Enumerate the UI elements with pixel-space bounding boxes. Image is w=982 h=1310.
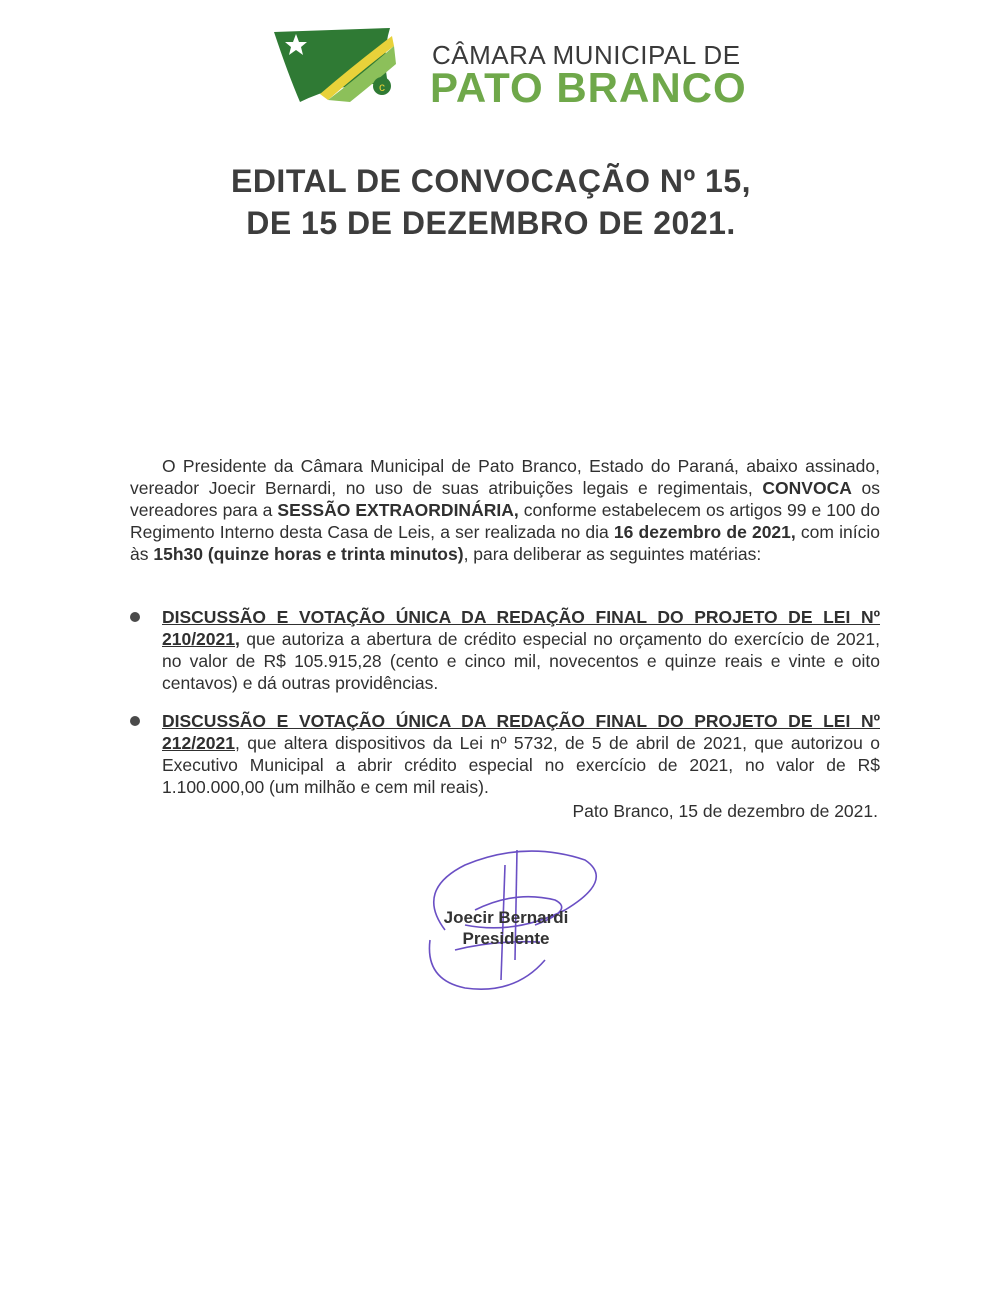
agenda-item: [130, 710, 880, 798]
agenda-list: [130, 606, 880, 814]
intro-text-2: os vereadores para a: [130, 478, 880, 520]
intro-text-3: conforme estabelecem os artigos 99 e 100 do Regimento Interno desta Casa de Leis, a ser realizada no dia: [130, 500, 880, 542]
agenda-item: [130, 606, 880, 694]
agenda-item-text: que autoriza a abertura de crédito especial no orçamento do exercício de 2021, no valor de R$ 105.915,28 (cento e cinco mil, novecentos e quinze reais e vinte e oito centavos) e dá outras providências.: [162, 629, 880, 693]
intro-bold-date: 16 dezembro de 2021,: [613, 522, 796, 542]
signer-name: Joecir Bernardi: [443, 908, 569, 927]
intro-bold-convoca: CONVOCA: [762, 478, 852, 498]
title-line1: EDITAL DE CONVOCAÇÃO Nº 15,: [230, 163, 752, 199]
title-line2: DE 15 DE DEZEMBRO DE 2021.: [246, 205, 736, 241]
org-name-line2: PATO BRANCO: [430, 64, 747, 111]
intro-text-4: com início às: [130, 522, 881, 564]
intro-text-5: , para deliberar as seguintes matérias:: [463, 544, 762, 564]
intro-text-1: O Presidente da Câmara Municipal de Pato Branco, Estado do Paraná, abaixo assinado, vereador Joecir Bernardi, no uso de suas atribuições legais e regimentais,: [130, 456, 880, 498]
letterhead: [270, 24, 747, 111]
place-date: Pato Branco, 15 de dezembro de 2021.: [572, 801, 878, 821]
signer-role: Presidente: [462, 929, 550, 948]
intro-bold-session: SESSÃO EXTRAORDINÁRIA,: [277, 500, 519, 520]
agenda-item-heading: DISCUSSÃO E VOTAÇÃO ÚNICA DA REDAÇÃO FINAL DO PROJETO DE LEI Nº 210/2021,: [162, 607, 880, 649]
agenda-item-text: , que altera dispositivos da Lei nº 5732, de 5 de abril de 2021, que autorizou o Executivo Municipal a abrir crédito especial no exercício de 2021, no valor de R$ 1.100.000,00 (um milhão e cem mil reais).: [162, 733, 880, 797]
flag-logo-icon: [270, 24, 420, 104]
document-title: [0, 160, 982, 244]
org-name-line1: CÂMARA MUNICIPAL DE: [432, 40, 741, 70]
bullet-icon: [130, 612, 140, 622]
intro-bold-time: 15h30 (quinze horas e trinta minutos): [153, 544, 464, 564]
intro-paragraph: [130, 455, 880, 565]
agenda-item-heading: DISCUSSÃO E VOTAÇÃO ÚNICA DA REDAÇÃO FINAL DO PROJETO DE LEI Nº 212/2021: [162, 711, 880, 753]
svg-text:c: c: [379, 80, 385, 94]
bullet-icon: [130, 716, 140, 726]
